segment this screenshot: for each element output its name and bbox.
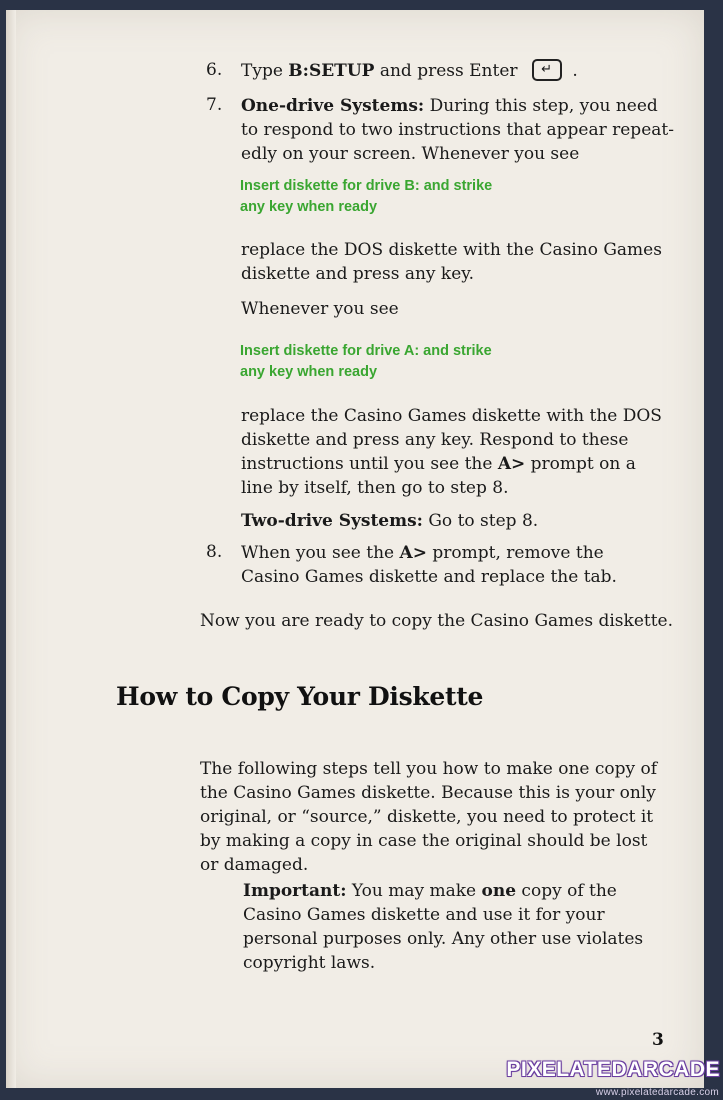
step-6-text: [241, 59, 578, 83]
intro-line-1: The following steps tell you how to make one copy of: [200, 759, 658, 779]
step-8-line-2: Casino Games diskette and replace the tab.: [241, 567, 617, 587]
page-spine: [6, 10, 16, 1088]
replace-casino-text: [241, 404, 662, 500]
step-7-line-1: During this step, you need: [429, 96, 658, 116]
intro-line-3: original, or “source,” diskette, you need to protect it: [200, 807, 654, 827]
step-6-end: .: [572, 61, 578, 81]
replace-dos-line-1: replace the DOS diskette with the Casino Games: [241, 240, 662, 260]
two-drive-label: Two-drive Systems:: [241, 511, 423, 531]
replace-casino-line-4: line by itself, then go to step 8.: [241, 478, 509, 498]
drive-b-prompt-line-2: any key when ready: [240, 199, 378, 215]
step-8-number: 8.: [206, 542, 223, 562]
a-prompt: A>: [497, 454, 526, 474]
setup-command: B:SETUP: [288, 61, 375, 81]
drive-b-prompt: [240, 176, 492, 218]
one-drive-label: One-drive Systems:: [241, 96, 425, 116]
important-line-3: personal purposes only. Any other use violates: [243, 929, 644, 949]
drive-a-prompt-line-1: Insert diskette for drive A: and strike: [240, 343, 492, 359]
two-drive-instruction: Go to step 8.: [422, 511, 539, 531]
step-8-post: prompt, remove the: [426, 543, 604, 563]
step-6-pre: Type: [241, 61, 289, 81]
important-end: copy of the: [516, 881, 617, 901]
intro-line-5: or damaged.: [200, 855, 309, 875]
step-7-line-2: to respond to two instructions that appear repeat-: [241, 120, 674, 140]
replace-dos-line-2: diskette and press any key.: [241, 264, 475, 284]
important-line-2: Casino Games diskette and use it for your: [243, 905, 605, 925]
a-prompt-step-8: A>: [399, 543, 427, 563]
section-heading: How to Copy Your Diskette: [116, 682, 484, 711]
drive-a-prompt: [240, 341, 492, 383]
whenever-text: Whenever you see: [241, 299, 399, 319]
step-8-pre: When you see the: [241, 543, 400, 563]
replace-casino-line-3-pre: instructions until you see the: [241, 454, 498, 474]
two-drive-text: [241, 509, 538, 533]
important-note: [243, 879, 643, 975]
step-6-number: 6.: [206, 60, 223, 80]
manual-page: [6, 10, 704, 1088]
ready-line: Now you are ready to copy the Casino Games diskette.: [200, 611, 674, 631]
drive-b-prompt-line-1: Insert diskette for drive B: and strike: [240, 178, 493, 194]
intro-text: [200, 757, 657, 877]
step-6-post: and press Enter: [374, 61, 518, 81]
replace-dos-text: [241, 238, 662, 286]
intro-line-4: by making a copy in case the original should be lost: [200, 831, 648, 851]
replace-casino-line-3-post: prompt on a: [525, 454, 636, 474]
important-mid: You may make: [346, 881, 482, 901]
step-7-number: 7.: [206, 95, 223, 115]
important-one: one: [481, 881, 517, 901]
step-7-text: [241, 94, 674, 166]
step-7-line-3: edly on your screen. Whenever you see: [241, 144, 580, 164]
intro-line-2: the Casino Games diskette. Because this is your only: [200, 783, 656, 803]
step-8-text: [241, 541, 617, 589]
replace-casino-line-1: replace the Casino Games diskette with the DOS: [241, 406, 662, 426]
enter-key-icon: ↵: [532, 59, 562, 81]
watermark-brand: PIXELATEDARCADE: [506, 1058, 720, 1081]
important-line-4: copyright laws.: [243, 953, 376, 973]
replace-casino-line-2: diskette and press any key. Respond to these: [241, 430, 629, 450]
important-label: Important:: [243, 881, 347, 901]
watermark-url: www.pixelatedarcade.com: [595, 1087, 719, 1098]
drive-a-prompt-line-2: any key when ready: [240, 364, 378, 380]
page-number: 3: [652, 1030, 664, 1050]
